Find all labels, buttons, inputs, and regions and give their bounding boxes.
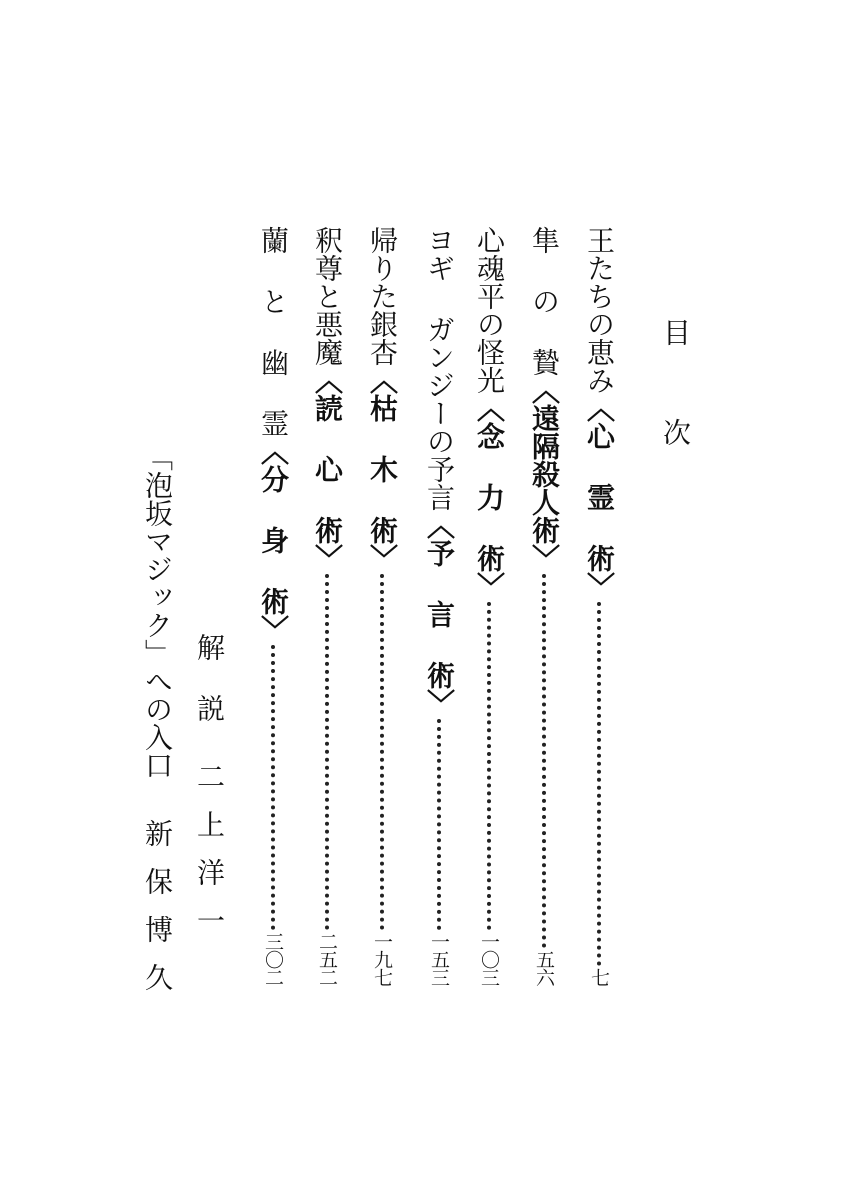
story-technique: 〈予 言 術〉 [423, 511, 456, 717]
story-title: 王たちの恵み [583, 226, 616, 394]
toc-entry[interactable] [310, 226, 344, 986]
page-number: 一九七 [371, 932, 393, 986]
story-title: 帰りた銀杏 [366, 226, 399, 366]
toc-entry[interactable] [582, 226, 616, 986]
dot-leader [380, 574, 384, 930]
story-title: ヨギ ガンジーの予言 [423, 226, 456, 511]
dot-leader [542, 574, 546, 948]
story-technique: 〈読 心 術〉 [311, 366, 344, 572]
story-technique: 〈分 身 術〉 [257, 437, 290, 643]
story-title: 蘭 と 幽 霊 [257, 226, 290, 437]
page-number: 五六 [533, 950, 555, 986]
story-technique: 〈枯 木 術〉 [366, 366, 399, 572]
page-number: 七 [588, 968, 610, 986]
dot-leader [325, 574, 329, 930]
story-technique: 〈心 霊 術〉 [583, 394, 616, 600]
toc-entry[interactable] [256, 226, 290, 986]
toc-entry[interactable] [365, 226, 399, 986]
story-technique: 〈遠隔殺人術〉 [528, 376, 561, 572]
toc-entry[interactable] [422, 226, 456, 986]
credit-label: 「泡坂マジック」への入口 [141, 443, 174, 779]
credit-label: 解 説 [193, 633, 226, 722]
story-title: 心魂平の怪光 [473, 226, 506, 394]
dot-leader [597, 602, 601, 966]
credit-person: 新保博久 [141, 819, 174, 1011]
dot-leader [487, 602, 491, 930]
page-number: 一五三 [428, 932, 450, 986]
toc-entry[interactable] [472, 226, 506, 986]
commentary-credit [192, 633, 226, 954]
story-title: 釈尊と悪魔 [311, 226, 344, 366]
story-technique: 〈念 力 術〉 [473, 394, 506, 600]
page-number: 三〇二 [262, 932, 284, 986]
page-number: 二五二 [316, 932, 338, 986]
introduction-credit [140, 443, 174, 1011]
toc-title: 目次 [659, 318, 692, 518]
story-title: 隼 の 贄 [528, 226, 561, 376]
dot-leader [271, 645, 275, 930]
page-number: 一〇三 [478, 932, 500, 986]
toc-entry[interactable] [527, 226, 561, 986]
credit-person: 二上洋一 [193, 762, 226, 954]
dot-leader [437, 719, 441, 930]
